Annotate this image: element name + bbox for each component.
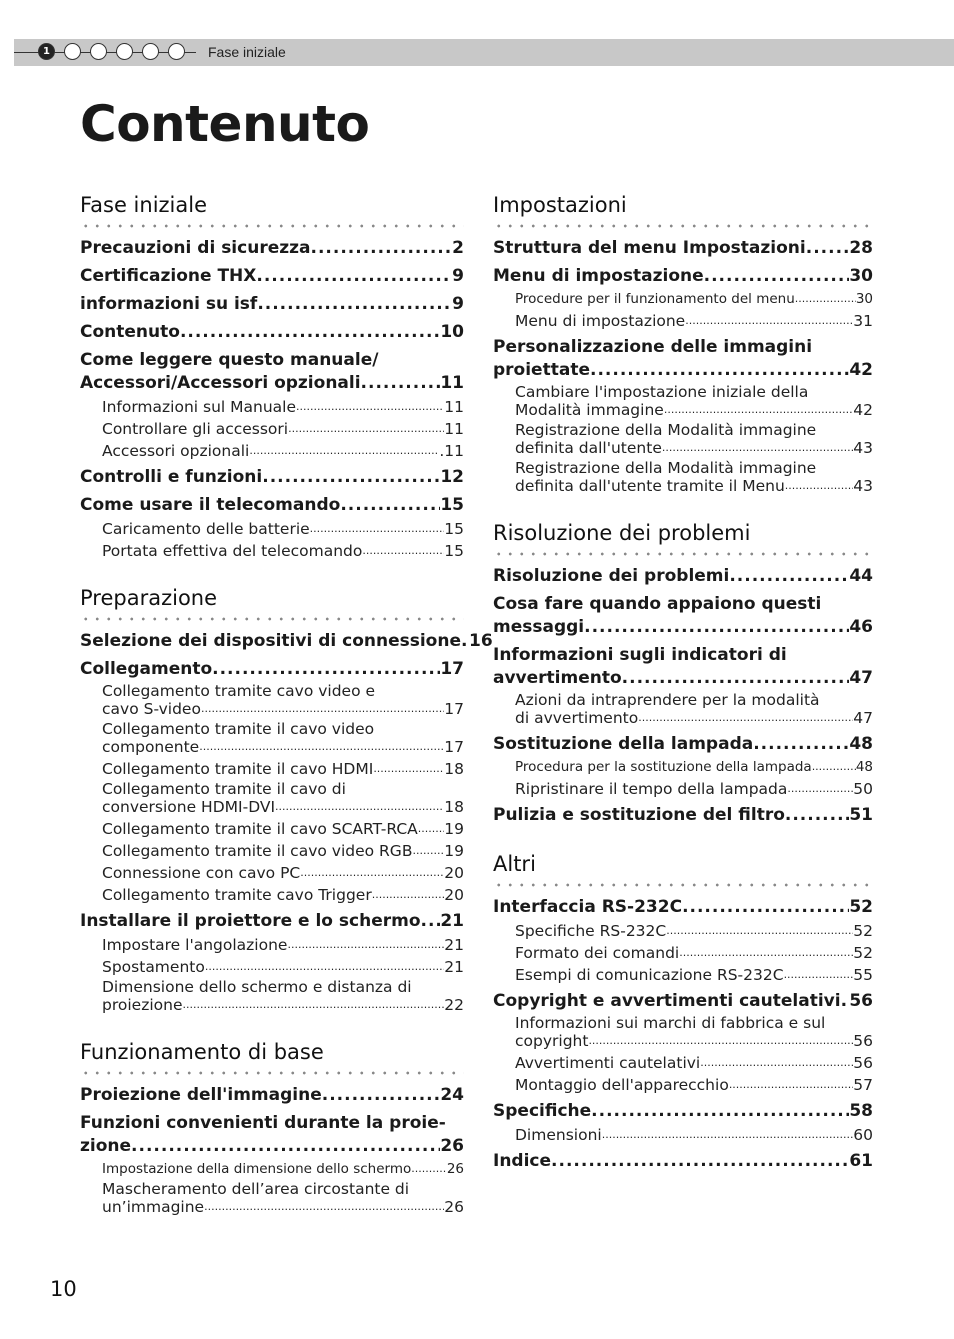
toc-entry-line2 [493, 359, 873, 382]
dotted-divider [80, 617, 464, 621]
toc-entry-title: Selezione dei dispositivi di connessione [80, 631, 461, 651]
toc-subentry-title: Avvertimenti cautelativi [515, 1054, 701, 1072]
toc-entry-page: 61 [849, 1151, 873, 1171]
toc-subentry-page: 21 [444, 936, 464, 954]
toc-subentry-page: 47 [853, 709, 873, 727]
dot-leader [795, 288, 856, 309]
toc-entry-page: 11 [440, 373, 464, 393]
dot-leader [182, 995, 444, 1013]
toc-subentry[interactable] [493, 382, 873, 420]
dot-leader [204, 1197, 444, 1215]
toc-subentry-page: 18 [444, 760, 464, 778]
toc-subentry-title: Informazioni sul Manuale [102, 398, 297, 416]
toc-subentry-title-line1: Collegamento tramite il cavo di [102, 780, 346, 798]
toc-subentry[interactable] [493, 309, 873, 331]
toc-subentry-page: 30 [855, 291, 873, 307]
toc-entry-title-line1: Come leggere questo manuale/ [80, 350, 379, 370]
toc-entry-page: 12 [440, 467, 464, 487]
dot-leader [729, 1073, 853, 1095]
toc-entry-page: 2 [452, 238, 464, 258]
chapter-steps [38, 43, 185, 60]
toc-subentry-page: 43 [853, 477, 873, 495]
toc-entry-title: Controlli e funzioni [80, 467, 263, 487]
toc-entry[interactable] [80, 265, 464, 288]
toc-subentry-page: 15 [444, 542, 464, 560]
toc-entry-title: Installare il proiettore e lo schermo [80, 911, 421, 931]
toc-entry-title: Pulizia e sostituzione del filtro [493, 805, 785, 825]
toc-entry[interactable] [493, 644, 873, 690]
toc-subentry[interactable] [493, 288, 873, 309]
toc-subentry-title: Formato dei comandi [515, 944, 680, 962]
toc-entry-title: Risoluzione dei problemi [493, 566, 730, 586]
step-indicator-active: 1 [38, 43, 55, 60]
toc-subentry[interactable] [80, 539, 464, 561]
toc-subentry-page: 11 [444, 420, 464, 438]
toc-subentry[interactable] [80, 861, 464, 883]
toc-entry-page: 10 [440, 322, 464, 342]
dot-leader [590, 359, 849, 382]
dot-leader [729, 565, 849, 588]
section-heading: Impostazioni [493, 193, 627, 217]
toc-subentry-page: 60 [853, 1126, 873, 1144]
toc-section [493, 190, 873, 496]
toc-entry[interactable] [493, 1100, 873, 1123]
toc-subentry-page: 17 [444, 738, 464, 756]
toc-subentry[interactable] [493, 1123, 873, 1145]
dot-leader [412, 839, 444, 861]
toc-subentry[interactable] [493, 941, 873, 963]
toc-entry-page: 17 [440, 659, 464, 679]
toc-subentry-page: 43 [853, 439, 873, 457]
dot-leader [296, 395, 444, 417]
dot-leader [205, 955, 444, 977]
toc-subentry[interactable] [80, 933, 464, 955]
toc-entry-page: 44 [849, 566, 873, 586]
toc-subentry-title: Controllare gli accessori [102, 420, 289, 438]
toc-subentry-title: Spostamento [102, 958, 205, 976]
toc-subentry-line2 [515, 1031, 873, 1049]
toc-subentry-page: 56 [853, 1032, 873, 1050]
dot-leader [131, 1135, 440, 1158]
toc-entry[interactable] [493, 565, 873, 588]
toc-subentry[interactable] [80, 839, 464, 861]
toc-subentry-title-line1: Dimensione dello schermo e distanza di [102, 978, 412, 996]
dot-leader [812, 756, 856, 777]
dot-leader [787, 777, 853, 799]
step-indicator [168, 43, 185, 60]
toc-entry-title: proiettate [493, 360, 590, 380]
toc-subentry-title-line1: Registrazione della Modalità immagine [515, 421, 817, 439]
toc-subentry[interactable] [493, 1073, 873, 1095]
dot-leader [666, 919, 853, 941]
section-heading: Fase iniziale [80, 193, 208, 217]
toc-subentry[interactable] [80, 417, 464, 439]
toc-subentry[interactable] [80, 883, 464, 905]
toc-entry-page: 15 [440, 495, 464, 515]
toc-entry-title-line1: Cosa fare quando appaiono questi [493, 594, 822, 614]
section-heading: Funzionamento di base [80, 1040, 324, 1064]
toc-subentry-line2 [102, 995, 464, 1013]
toc-entry-title: Struttura del menu Impostazioni [493, 238, 806, 258]
dot-leader [287, 933, 444, 955]
toc-entry-page: 9 [452, 294, 464, 314]
toc-entry[interactable] [493, 990, 873, 1013]
toc-subentry-page: 48 [855, 759, 873, 775]
toc-subentry-line2 [102, 699, 464, 717]
dot-leader [679, 941, 853, 963]
toc-entry-title: Indice [493, 1151, 552, 1171]
toc-subentry-title: Connessione con cavo PC [102, 864, 301, 882]
toc-subentry-page: 31 [853, 312, 873, 330]
toc-right-column [493, 190, 873, 1195]
section-heading: Risoluzione dei problemi [493, 521, 751, 545]
toc-entry-title-line1: Personalizzazione delle immagini [493, 337, 813, 357]
toc-section [80, 583, 493, 1015]
toc-subentry[interactable] [493, 690, 873, 728]
toc-subentry-title: Modalità immagine [515, 401, 664, 419]
toc-entry-title: avvertimento [493, 668, 622, 688]
toc-subentry-title: cavo S-video [102, 700, 201, 718]
toc-subentry[interactable] [493, 756, 873, 777]
dot-leader [418, 817, 445, 839]
toc-subentry-title: Collegamento tramite il cavo SCART-RCA [102, 820, 418, 838]
toc-subentry-title-line1: Azioni da intraprendere per la modalità [515, 691, 820, 709]
toc-subentry-title: Menu di impostazione [515, 312, 686, 330]
toc-subentry[interactable] [80, 977, 464, 1015]
toc-entry[interactable] [80, 910, 464, 933]
toc-subentry-page: .11 [439, 442, 464, 460]
toc-subentry-title: definita dall'utente [515, 439, 662, 457]
toc-entry[interactable] [80, 658, 464, 681]
page-title: Contenuto [80, 95, 370, 153]
toc-subentry[interactable] [80, 1179, 464, 1217]
dot-leader [288, 417, 444, 439]
toc-subentry-page: 20 [444, 886, 464, 904]
toc-subentry-line2 [515, 400, 873, 418]
toc-subentry-title: Caricamento delle batterie [102, 520, 310, 538]
toc-subentry[interactable] [493, 458, 873, 496]
toc-section [493, 849, 873, 1173]
toc-entry-page: 48 [849, 734, 873, 754]
toc-section [80, 1037, 464, 1217]
toc-entry[interactable] [80, 1112, 464, 1158]
dotted-divider [493, 883, 873, 887]
toc-subentry-line2 [515, 438, 873, 456]
toc-subentry-page: 52 [853, 944, 873, 962]
toc-subentry-title: Collegamento tramite il cavo video RGB [102, 842, 413, 860]
toc-entry[interactable] [493, 896, 873, 919]
step-indicator [116, 43, 133, 60]
toc-subentry-page: 42 [853, 401, 873, 419]
toc-subentry-page: 19 [444, 842, 464, 860]
dot-leader [700, 1051, 853, 1073]
step-indicator [90, 43, 107, 60]
dot-leader [372, 883, 445, 905]
toc-subentry-title: Collegamento tramite cavo Trigger [102, 886, 372, 904]
toc-subentry-title-line1: Registrazione della Modalità immagine [515, 459, 817, 477]
toc-section [493, 518, 873, 827]
toc-subentry[interactable] [80, 779, 464, 817]
toc-subentry-title: Procedura per la sostituzione della lampada [515, 759, 812, 775]
toc-subentry-page: 26 [446, 1161, 464, 1177]
dot-leader [249, 439, 439, 461]
toc-entry[interactable] [493, 336, 873, 382]
toc-entry-page: 46 [849, 617, 873, 637]
toc-subentry[interactable] [80, 955, 464, 977]
toc-entry[interactable] [493, 804, 873, 827]
toc-subentry-page: 50 [853, 780, 873, 798]
dot-leader [461, 630, 469, 653]
dot-leader [806, 237, 850, 260]
dot-leader [311, 237, 453, 260]
toc-subentry-title: Ripristinare il tempo della lampada [515, 780, 788, 798]
toc-subentry-line2 [515, 708, 873, 726]
dot-leader [310, 517, 445, 539]
dot-leader [212, 658, 440, 681]
dot-leader [421, 910, 441, 933]
toc-entry[interactable] [80, 293, 464, 316]
toc-subentry[interactable] [493, 1013, 873, 1051]
toc-entry[interactable] [493, 265, 873, 288]
dot-leader [256, 265, 452, 288]
toc-subentry-page: 17 [444, 700, 464, 718]
toc-subentry-line2 [102, 1197, 464, 1215]
toc-subentry-page: 52 [853, 922, 873, 940]
dot-leader [704, 265, 850, 288]
dot-leader [262, 466, 440, 489]
dotted-divider [80, 1071, 464, 1075]
toc-entry-page: 42 [849, 360, 873, 380]
toc-entry-title: Come usare il telecomando [80, 495, 341, 515]
toc-subentry-title: Collegamento tramite il cavo HDMI [102, 760, 374, 778]
toc-subentry-page: 21 [444, 958, 464, 976]
toc-entry-title: Menu di impostazione [493, 266, 704, 286]
toc-entry[interactable] [80, 237, 464, 260]
toc-left-column [80, 190, 493, 1239]
dot-leader [591, 1100, 849, 1123]
toc-entry-title: Accessori/Accessori opzionali [80, 373, 361, 393]
toc-subentry[interactable] [80, 757, 464, 779]
toc-subentry[interactable] [80, 395, 464, 417]
dot-leader [411, 1158, 447, 1179]
dotted-divider [493, 552, 873, 556]
toc-subentry-title-line1: Mascheramento dell’area circostante di [102, 1180, 410, 1198]
toc-entry-title: messaggi [493, 617, 585, 637]
toc-entry-page: 56 [849, 991, 873, 1011]
toc-subentry[interactable] [80, 719, 464, 757]
toc-entry-line2 [80, 372, 464, 395]
toc-entry-title: zione [80, 1136, 132, 1156]
dot-leader [300, 861, 444, 883]
toc-subentry-line2 [102, 797, 464, 815]
toc-subentry-title: Montaggio dell'apparecchio [515, 1076, 729, 1094]
toc-entry[interactable] [80, 1084, 464, 1107]
toc-subentry-title: componente [102, 738, 200, 756]
dot-leader [340, 494, 440, 517]
toc-entry[interactable] [493, 1150, 873, 1173]
toc-entry-page: 21 [440, 911, 464, 931]
toc-subentry-page: 22 [444, 996, 464, 1014]
dotted-divider [493, 224, 873, 228]
toc-section [80, 190, 464, 561]
toc-subentry[interactable] [80, 817, 464, 839]
header-section-label: Fase iniziale [208, 44, 286, 60]
toc-entry-page: 28 [849, 238, 873, 258]
toc-entry-page: 51 [849, 805, 873, 825]
dot-leader [664, 400, 853, 418]
toc-subentry-title: Accessori opzionali [102, 442, 250, 460]
dot-leader [551, 1150, 849, 1173]
toc-subentry-title: Esempi di comunicazione RS-232C [515, 966, 784, 984]
dotted-divider [80, 224, 464, 228]
toc-subentry-title-line1: Informazioni sui marchi di fabbrica e sul [515, 1014, 826, 1032]
toc-entry[interactable] [80, 466, 464, 489]
toc-entry-title: Sostituzione della lampada [493, 734, 754, 754]
toc-subentry[interactable] [80, 517, 464, 539]
dot-leader [257, 293, 452, 316]
toc-subentry-title: Portata effettiva del telecomando [102, 542, 363, 560]
dot-leader [322, 1084, 441, 1107]
toc-subentry[interactable] [80, 681, 464, 719]
toc-subentry-title: Impostazione della dimensione dello schermo [102, 1161, 412, 1177]
dot-leader [180, 321, 440, 344]
dot-leader [373, 757, 444, 779]
toc-subentry-page: 15 [444, 520, 464, 538]
toc-entry-page: 58 [849, 1101, 873, 1121]
toc-subentry[interactable] [493, 919, 873, 941]
toc-entry-title: Precauzioni di sicurezza [80, 238, 311, 258]
step-indicator [142, 43, 159, 60]
toc-subentry[interactable] [493, 420, 873, 458]
dot-leader [362, 539, 444, 561]
toc-entry[interactable] [80, 494, 464, 517]
toc-entry-line2 [493, 667, 873, 690]
toc-subentry-title: Specifiche RS-232C [515, 922, 667, 940]
page-number: 10 [50, 1277, 77, 1301]
toc-subentry-title: un’immagine [102, 1198, 205, 1216]
toc-entry-line2 [493, 616, 873, 639]
dot-leader [685, 309, 853, 331]
dot-leader [784, 963, 854, 985]
toc-subentry-page: 26 [444, 1198, 464, 1216]
toc-entry[interactable] [80, 630, 493, 653]
toc-entry-title: Proiezione dell'immagine [80, 1085, 322, 1105]
dot-leader [638, 708, 853, 726]
dot-leader [622, 667, 850, 690]
dot-leader [662, 438, 853, 456]
toc-entry-title: Certificazione THX [80, 266, 257, 286]
toc-entry-title: informazioni su isf [80, 294, 258, 314]
toc-subentry-title: conversione HDMI-DVI [102, 798, 276, 816]
dot-leader [841, 990, 850, 1013]
toc-entry[interactable] [80, 349, 464, 395]
toc-subentry[interactable] [493, 777, 873, 799]
step-indicator [64, 43, 81, 60]
toc-subentry-page: 20 [444, 864, 464, 882]
toc-subentry-line2 [515, 476, 873, 494]
dot-leader [785, 476, 853, 494]
toc-entry-page: 47 [849, 668, 873, 688]
toc-subentry[interactable] [80, 1158, 464, 1179]
toc-entry-title: Copyright e avvertimenti cautelativi [493, 991, 841, 1011]
toc-entry-title: Contenuto [80, 322, 180, 342]
toc-subentry[interactable] [80, 439, 464, 461]
section-heading: Altri [493, 852, 536, 876]
toc-entry[interactable] [493, 593, 873, 639]
toc-entry-title-line1: Funzioni convenienti durante la proie- [80, 1113, 446, 1133]
toc-subentry-title-line1: Cambiare l'impostazione iniziale della [515, 383, 809, 401]
toc-subentry-title-line1: Collegamento tramite il cavo video [102, 720, 375, 738]
dot-leader [588, 1031, 853, 1049]
dot-leader [753, 733, 849, 756]
toc-subentry-page: 18 [444, 798, 464, 816]
toc-subentry-page: 57 [853, 1076, 873, 1094]
toc-subentry-line2 [102, 737, 464, 755]
dot-leader [785, 804, 849, 827]
dot-leader [199, 737, 444, 755]
toc-entry-title: Interfaccia RS-232C [493, 897, 683, 917]
toc-subentry-title: proiezione [102, 996, 183, 1014]
toc-subentry-page: 19 [444, 820, 464, 838]
toc-entry-page: 26 [440, 1136, 464, 1156]
toc-entry[interactable] [80, 321, 464, 344]
toc-entry-title: Specifiche [493, 1101, 592, 1121]
section-heading: Preparazione [80, 586, 218, 610]
toc-entry-page: 9 [452, 266, 464, 286]
toc-subentry-title: Impostare l'angolazione [102, 936, 288, 954]
header-bar [14, 39, 954, 66]
dot-leader [201, 699, 444, 717]
toc-entry[interactable] [493, 733, 873, 756]
dot-leader [602, 1123, 854, 1145]
toc-subentry-page: 56 [853, 1054, 873, 1072]
toc-subentry[interactable] [493, 963, 873, 985]
toc-subentry[interactable] [493, 1051, 873, 1073]
toc-subentry-title: Dimensioni [515, 1126, 602, 1144]
toc-entry-line2 [80, 1135, 464, 1158]
toc-subentry-title-line1: Collegamento tramite cavo video e [102, 682, 376, 700]
toc-subentry-title: di avvertimento [515, 709, 639, 727]
dot-leader [584, 616, 849, 639]
toc-entry-page: 16 [469, 631, 493, 651]
dot-leader [361, 372, 441, 395]
toc-subentry-page: 55 [853, 966, 873, 984]
toc-entry-page: 24 [440, 1085, 464, 1105]
toc-subentry-title: definita dall'utente tramite il Menu [515, 477, 785, 495]
toc-entry-page: 30 [849, 266, 873, 286]
dot-leader [682, 896, 849, 919]
toc-entry-title-line1: Informazioni sugli indicatori di [493, 645, 787, 665]
toc-subentry-title: copyright [515, 1032, 589, 1050]
toc-subentry-page: 11 [444, 398, 464, 416]
toc-entry-page: 52 [849, 897, 873, 917]
toc-subentry-title: Procedure per il funzionamento del menu [515, 291, 795, 307]
dot-leader [275, 797, 444, 815]
toc-entry-title: Collegamento [80, 659, 213, 679]
toc-entry[interactable] [493, 237, 873, 260]
